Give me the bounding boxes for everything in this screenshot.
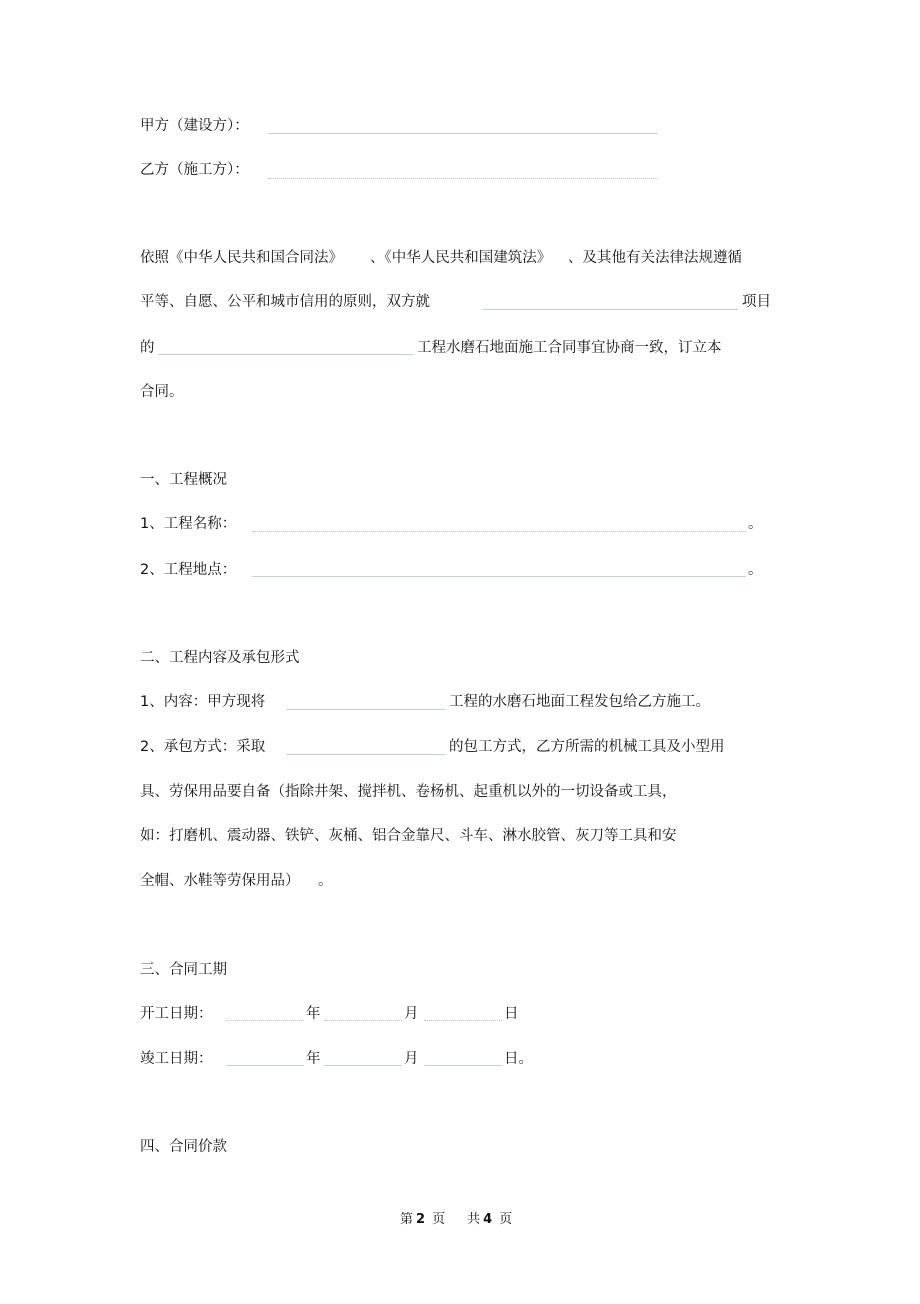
end-year-unit: 年 bbox=[306, 1051, 321, 1067]
page-prefix: 第 bbox=[400, 1212, 414, 1227]
preamble-line2-head: 平等、自愿、公平和城市信用的原则，双方就 bbox=[140, 294, 430, 310]
section2-line4: 如：打磨机、震动器、铁铲、灰桶、铝合金靠尺、斗车、淋水胶管、灰刀等工具和安 bbox=[140, 828, 677, 844]
content-blank[interactable] bbox=[286, 709, 446, 710]
start-year-blank[interactable] bbox=[226, 1020, 304, 1021]
section2-line3: 具、劳保用品要自备（指除井架、搅拌机、卷杨机、起重机以外的一切设备或工具， bbox=[140, 784, 677, 800]
preamble-law1: 依照《中华人民共和国合同法》 bbox=[140, 250, 343, 266]
contract-mode-tail: 的包工方式，乙方所需的机械工具及小型用 bbox=[449, 739, 725, 755]
total-prefix: 共 bbox=[467, 1212, 481, 1227]
contract-mode-label: 2、承包方式：采取 bbox=[140, 739, 266, 755]
project-name-end: 。 bbox=[748, 516, 763, 532]
project-location-field[interactable] bbox=[252, 576, 746, 577]
end-month-unit: 月 bbox=[404, 1051, 419, 1067]
content-tail: 工程的水磨石地面工程发包给乙方施工。 bbox=[449, 694, 710, 710]
end-month-blank[interactable] bbox=[324, 1065, 402, 1066]
project-name-label: 1、工程名称： bbox=[140, 516, 237, 532]
end-day-blank[interactable] bbox=[424, 1065, 502, 1066]
preamble-law2: 、《中华人民共和国建筑法》 bbox=[370, 250, 552, 266]
end-year-blank[interactable] bbox=[226, 1065, 304, 1066]
project-detail-blank[interactable] bbox=[158, 354, 414, 355]
end-day-unit: 日。 bbox=[504, 1051, 533, 1067]
start-month-unit: 月 bbox=[404, 1006, 419, 1022]
section2-line5-end: 。 bbox=[318, 873, 333, 889]
party-a-label: 甲方（建设方）： bbox=[140, 118, 249, 134]
end-date-label: 竣工日期： bbox=[140, 1051, 213, 1067]
page-footer bbox=[400, 1210, 512, 1230]
preamble-line4: 合同。 bbox=[140, 384, 184, 400]
section4-heading: 四、合同价款 bbox=[140, 1139, 227, 1155]
page-unit: 页 bbox=[432, 1212, 446, 1227]
preamble-line1-tail: 、及其他有关法律法规遵循 bbox=[568, 250, 742, 266]
page-total: 4 bbox=[483, 1212, 493, 1227]
page-current: 2 bbox=[416, 1212, 426, 1227]
total-unit: 页 bbox=[499, 1212, 513, 1227]
project-name-blank[interactable] bbox=[482, 309, 738, 310]
project-location-end: 。 bbox=[748, 562, 763, 578]
start-day-unit: 日 bbox=[504, 1006, 519, 1022]
party-b-label: 乙方（施工方）： bbox=[140, 162, 249, 178]
party-a-blank[interactable] bbox=[268, 133, 658, 134]
preamble-line2-tail: 项目 bbox=[742, 294, 771, 310]
section1-heading: 一、工程概况 bbox=[140, 472, 227, 488]
start-day-blank[interactable] bbox=[424, 1020, 502, 1021]
content-label: 1、内容：甲方现将 bbox=[140, 694, 266, 710]
start-year-unit: 年 bbox=[306, 1006, 321, 1022]
section3-heading: 三、合同工期 bbox=[140, 962, 227, 978]
preamble-line3-tail: 工程水磨石地面施工合同事宜协商一致，订立本 bbox=[417, 340, 722, 356]
preamble-line3-head: 的 bbox=[140, 340, 155, 356]
project-location-label: 2、工程地点： bbox=[140, 562, 237, 578]
start-date-label: 开工日期： bbox=[140, 1006, 213, 1022]
contract-mode-blank[interactable] bbox=[286, 754, 446, 755]
start-month-blank[interactable] bbox=[324, 1020, 402, 1021]
section2-heading: 二、工程内容及承包形式 bbox=[140, 650, 300, 666]
project-name-field[interactable] bbox=[252, 531, 746, 532]
party-b-blank[interactable] bbox=[268, 178, 658, 179]
section2-line5: 全帽、水鞋等劳保用品） bbox=[140, 873, 300, 889]
